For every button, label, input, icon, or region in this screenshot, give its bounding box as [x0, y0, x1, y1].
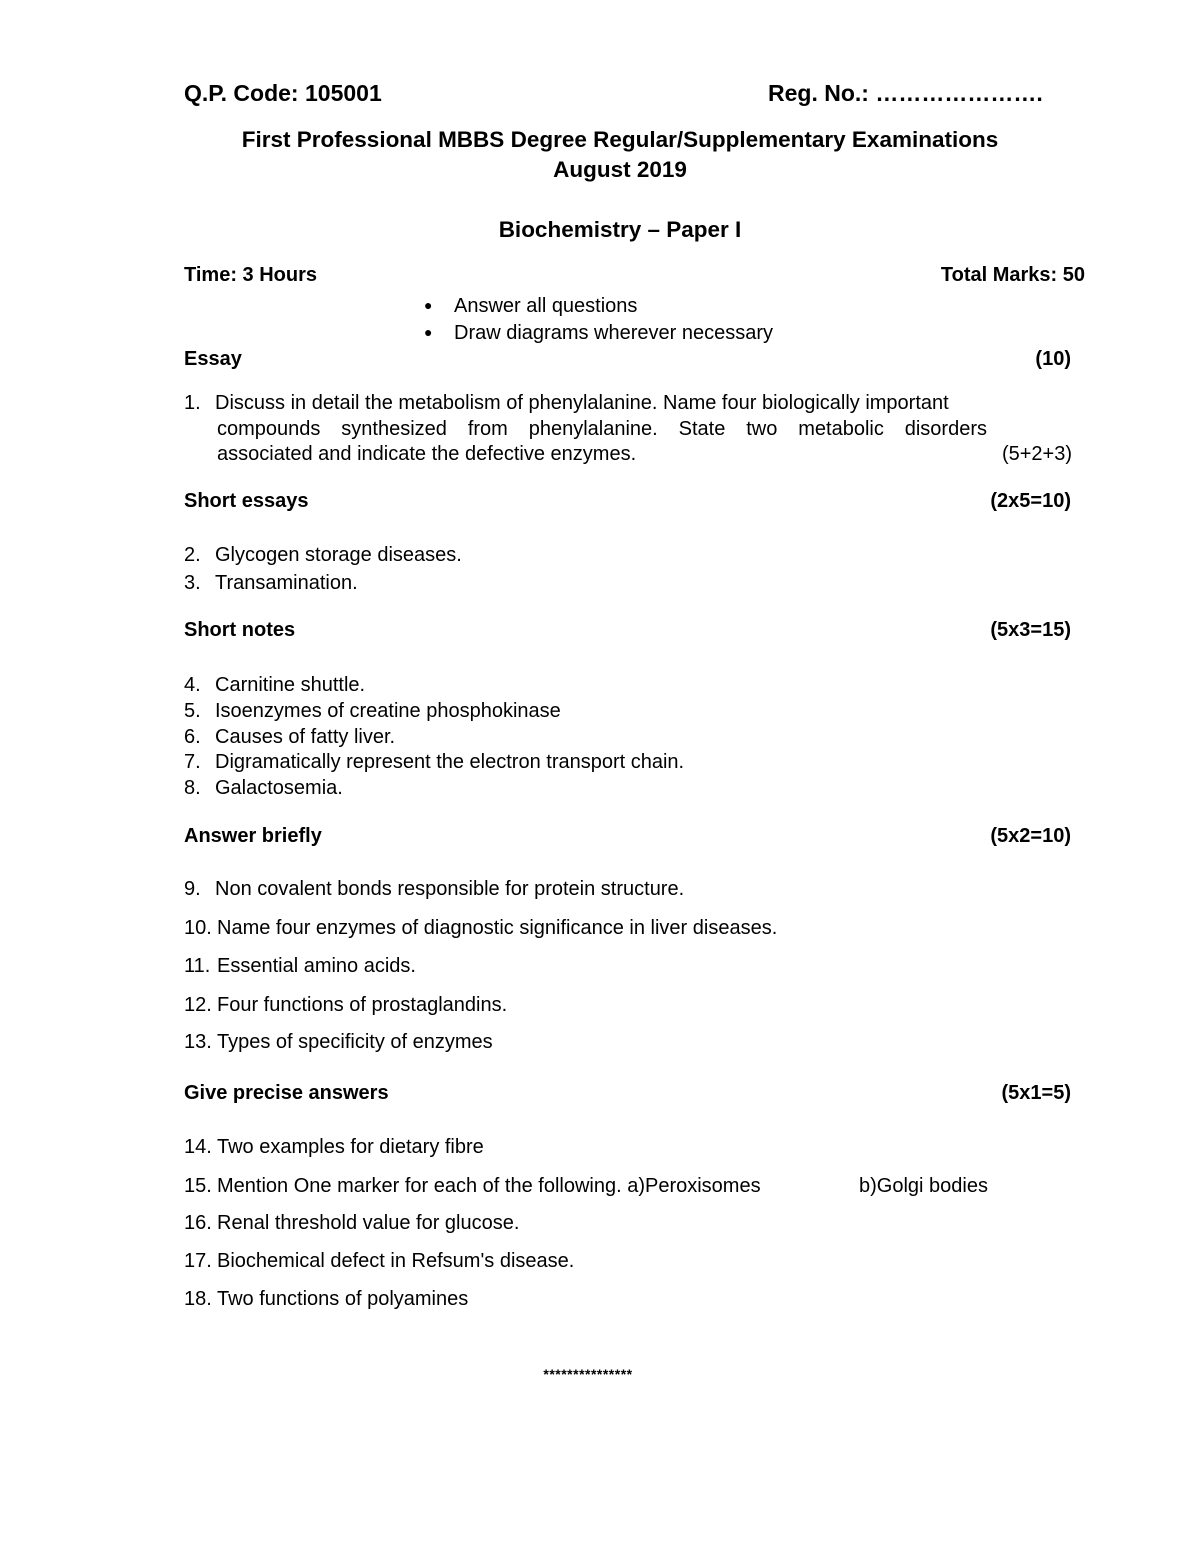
- list-item: [184, 1288, 468, 1311]
- section-marks-essay: (10): [1035, 348, 1071, 370]
- question-number: 1.: [184, 392, 201, 414]
- list-item: [184, 1212, 519, 1235]
- list-item: [184, 1250, 574, 1273]
- question-text: Two functions of polyamines: [217, 1288, 469, 1310]
- question-text: Discuss in detail the metabolism of phenylalanine. Name four biologically important: [215, 392, 949, 414]
- list-item: [184, 726, 395, 749]
- question-number: 4.: [184, 674, 201, 696]
- list-item: [184, 917, 777, 940]
- list-item: [184, 878, 684, 901]
- list-item: [184, 751, 684, 774]
- question-text: Non covalent bonds responsible for protein structure.: [215, 878, 685, 900]
- question-number: 11.: [184, 955, 211, 977]
- question-number: 2.: [184, 544, 201, 566]
- list-item: [184, 1031, 493, 1054]
- section-title-precise-answers: Give precise answers: [184, 1082, 389, 1104]
- section-marks-answer-briefly: (5x2=10): [990, 825, 1071, 847]
- question-text: Renal threshold value for glucose.: [217, 1212, 520, 1234]
- reg-no: Reg. No.: ………………….: [768, 80, 1043, 106]
- qp-code: Q.P. Code: 105001: [184, 80, 382, 106]
- list-item: [184, 572, 358, 595]
- list-item: [184, 994, 507, 1017]
- section-marks-short-notes: (5x3=15): [990, 619, 1071, 641]
- question-number: 14.: [184, 1136, 212, 1158]
- section-marks-short-essays: (2x5=10): [990, 490, 1071, 512]
- question-1-line2: compounds synthesized from phenylalanine. State two metabolic disorders: [217, 418, 987, 440]
- exam-time: Time: 3 Hours: [184, 264, 317, 286]
- question-number: 9.: [184, 878, 201, 900]
- instruction-item: [424, 322, 773, 345]
- list-item: [184, 674, 365, 697]
- list-item: [184, 700, 561, 723]
- question-number: 3.: [184, 572, 201, 594]
- question-text: Galactosemia.: [215, 777, 343, 799]
- instruction-item: [424, 295, 637, 318]
- section-marks-precise-answers: (5x1=5): [1001, 1082, 1071, 1104]
- question-text: Four functions of prostaglandins.: [217, 994, 508, 1016]
- question-text: Types of specificity of enzymes: [217, 1031, 493, 1053]
- question-text: Mention One marker for each of the following. a)Peroxisomes: [217, 1175, 761, 1197]
- question-text: Causes of fatty liver.: [215, 726, 396, 748]
- section-title-essay: Essay: [184, 348, 242, 370]
- instruction-text: Draw diagrams wherever necessary: [454, 322, 774, 344]
- question-number: 7.: [184, 751, 201, 773]
- question-number: 10.: [184, 917, 212, 939]
- question-number: 17.: [184, 1250, 212, 1272]
- question-text: Name four enzymes of diagnostic significance in liver diseases.: [217, 917, 778, 939]
- question-1-line3: associated and indicate the defective enzymes.: [217, 443, 637, 465]
- question-number: 8.: [184, 777, 201, 799]
- question-15-option-b: b)Golgi bodies: [859, 1175, 988, 1197]
- question-text: Digramatically represent the electron transport chain.: [215, 751, 685, 773]
- section-title-short-notes: Short notes: [184, 619, 296, 641]
- question-number: 6.: [184, 726, 201, 748]
- question-number: 12.: [184, 994, 212, 1016]
- total-marks: Total Marks: 50: [940, 264, 1085, 286]
- list-item: [184, 544, 462, 567]
- question-number: 16.: [184, 1212, 212, 1234]
- question-number: 15.: [184, 1175, 212, 1197]
- bullet-icon: ●: [424, 297, 433, 313]
- list-item: [184, 1175, 761, 1198]
- question-text: Carnitine shuttle.: [215, 674, 366, 696]
- question-text: Two examples for dietary fibre: [217, 1136, 484, 1158]
- question-number: 18.: [184, 1288, 212, 1310]
- list-item: [184, 1136, 484, 1159]
- question-text: Glycogen storage diseases.: [215, 544, 462, 566]
- exam-date: August 2019: [553, 157, 687, 182]
- question-number: 5.: [184, 700, 201, 722]
- question-text: Isoenzymes of creatine phosphokinase: [215, 700, 561, 722]
- list-item: [184, 777, 343, 800]
- instruction-text: Answer all questions: [454, 295, 638, 317]
- list-item: [184, 955, 416, 978]
- paper-title: Biochemistry – Paper I: [498, 217, 742, 242]
- end-of-paper-marker: ***************: [543, 1366, 633, 1382]
- bullet-icon: ●: [424, 324, 433, 340]
- section-title-short-essays: Short essays: [184, 490, 309, 512]
- section-title-answer-briefly: Answer briefly: [184, 825, 322, 847]
- question-number: 13.: [184, 1031, 212, 1053]
- question-1-line1: [184, 392, 949, 415]
- question-text: Essential amino acids.: [217, 955, 416, 977]
- question-1-marks: (5+2+3): [1001, 443, 1072, 465]
- question-text: Biochemical defect in Refsum's disease.: [217, 1250, 575, 1272]
- exam-title: First Professional MBBS Degree Regular/Supplementary Examinations: [241, 127, 999, 152]
- question-text: Transamination.: [215, 572, 358, 594]
